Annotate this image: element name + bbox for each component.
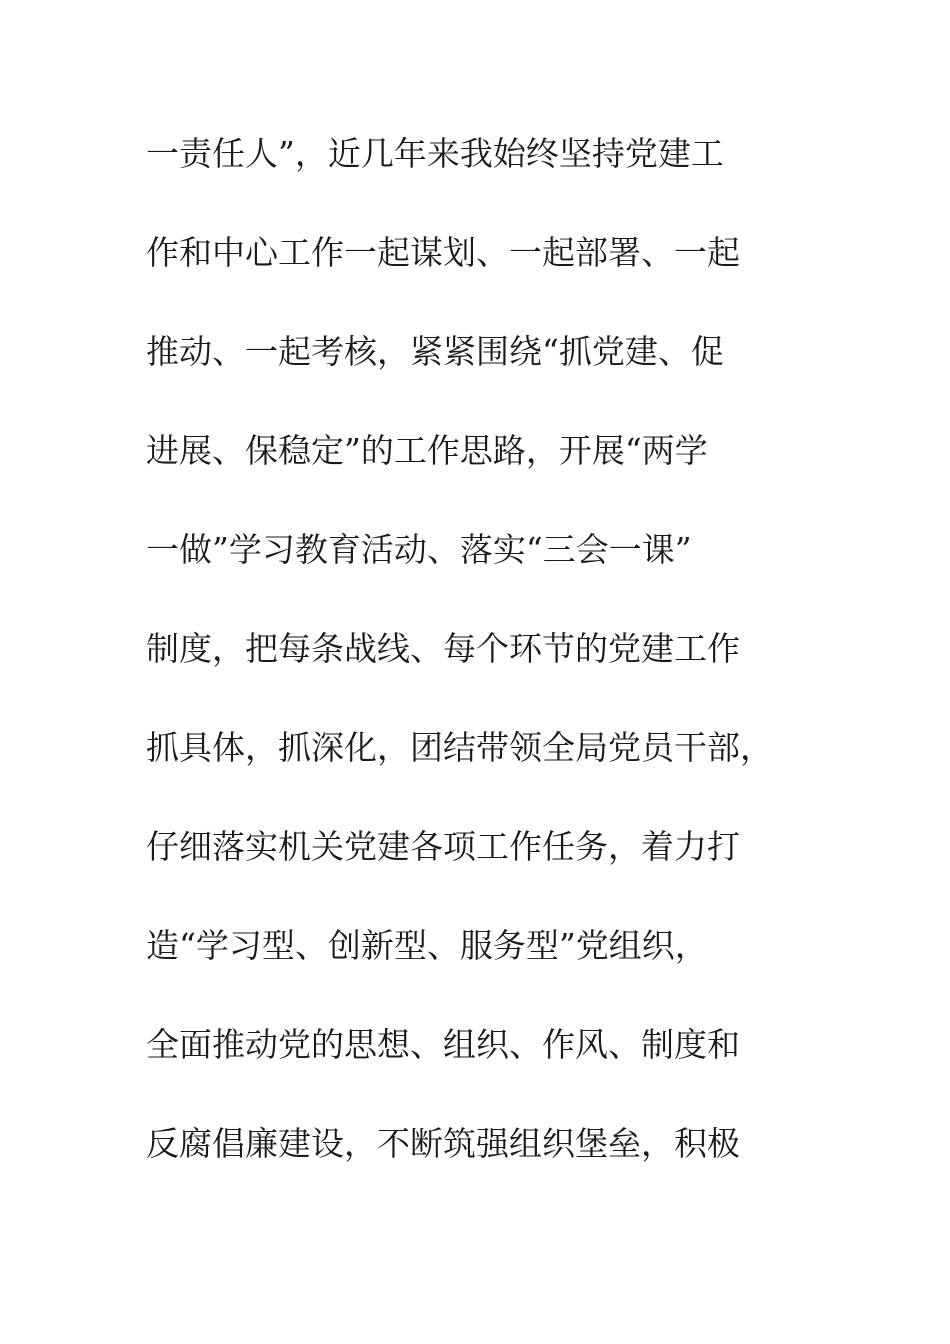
text-line: 一做”学习教育活动、落实“三会一课”	[146, 530, 692, 569]
text-line: 一责任人”，近几年来我始终坚持党建工	[146, 134, 724, 173]
text-line: 全面推动党的思想、组织、作风、制度和	[146, 1025, 740, 1064]
text-line: 造“学习型、创新型、服务型”党组织，	[146, 926, 708, 965]
text-line: 推动、一起考核，紧紧围绕“抓党建、促	[146, 332, 724, 371]
text-line: 仔细落实机关党建各项工作任务，着力打	[146, 827, 740, 866]
text-line: 作和中心工作一起谋划、一起部署、一起	[146, 233, 740, 272]
text-line: 抓具体，抓深化，团结带领全局党员干部，	[146, 728, 773, 767]
text-line: 进展、保稳定”的工作思路，开展“两学	[146, 431, 708, 470]
text-line: 制度，把每条战线、每个环节的党建工作	[146, 629, 740, 668]
text-line: 反腐倡廉建设，不断筑强组织堡垒，积极	[146, 1124, 740, 1163]
body-text	[146, 126, 866, 1215]
